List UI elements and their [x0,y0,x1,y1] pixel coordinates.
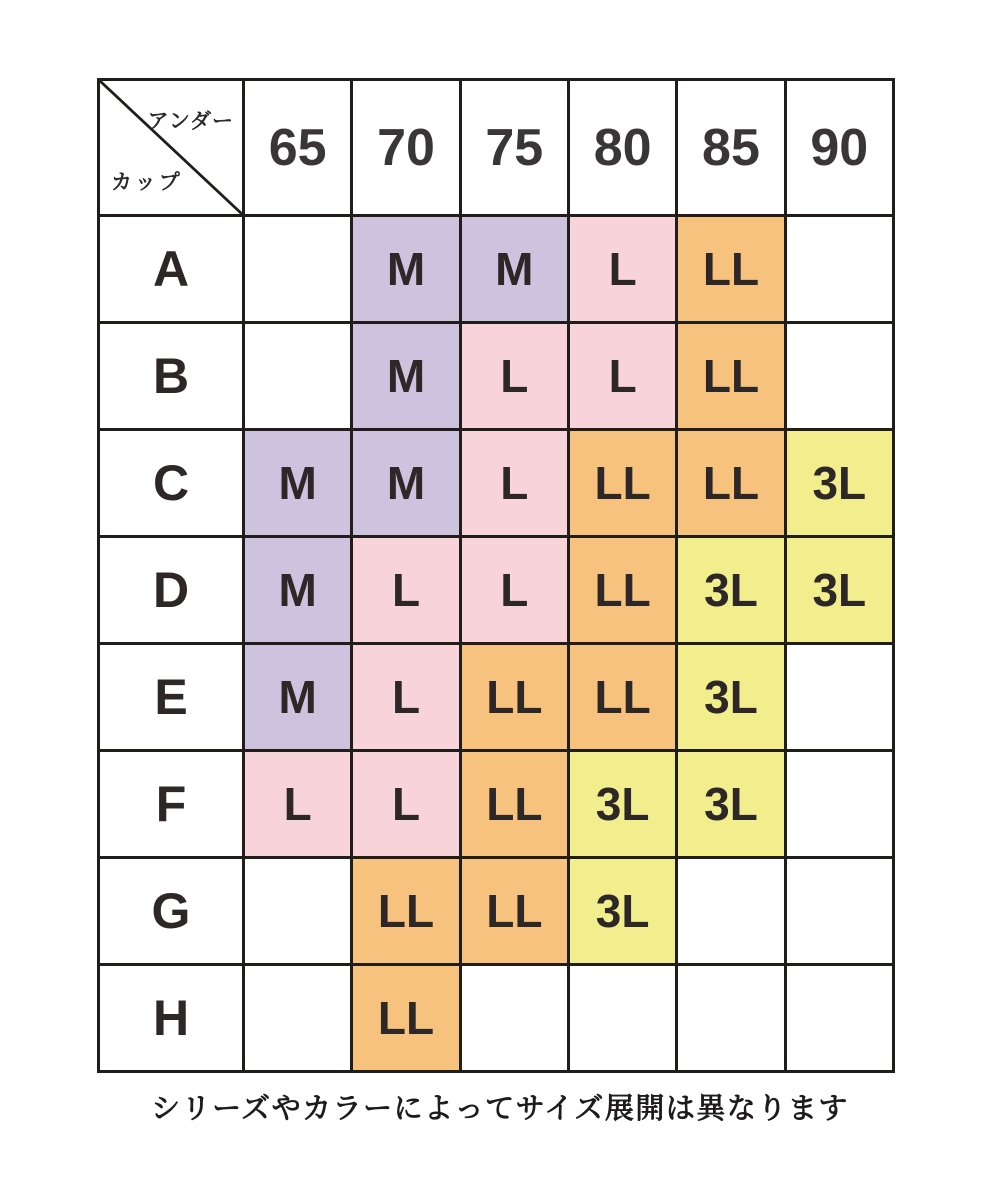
cell-G-70-LL: LL [352,858,460,965]
cell-B-90-empty [785,323,893,430]
cell-C-75-L: L [460,430,568,537]
cell-G-90-empty [785,858,893,965]
cell-G-80-3L: 3L [568,858,676,965]
cell-A-80-L: L [568,216,676,323]
cell-F-80-3L: 3L [568,751,676,858]
row-cup-G [99,858,894,965]
cell-E-85-3L: 3L [677,644,785,751]
row-cup-B [99,323,894,430]
cell-C-80-LL: LL [568,430,676,537]
column-header-70: 70 [352,80,460,216]
cell-H-70-LL: LL [352,965,460,1072]
cell-F-65-L: L [244,751,352,858]
row-cup-A [99,216,894,323]
row-cup-C [99,430,894,537]
column-header-85: 85 [677,80,785,216]
row-cup-F [99,751,894,858]
row-header-D: D [99,537,244,644]
cell-B-85-LL: LL [677,323,785,430]
row-cup-E [99,644,894,751]
cell-H-65-empty [244,965,352,1072]
cell-D-70-L: L [352,537,460,644]
cell-D-65-M: M [244,537,352,644]
cell-D-85-3L: 3L [677,537,785,644]
column-header-75: 75 [460,80,568,216]
cell-F-75-LL: LL [460,751,568,858]
cell-F-70-L: L [352,751,460,858]
corner-header-cell [99,80,244,216]
column-header-65: 65 [244,80,352,216]
row-header-E: E [99,644,244,751]
row-header-B: B [99,323,244,430]
row-header-F: F [99,751,244,858]
row-header-A: A [99,216,244,323]
table-header [99,80,894,216]
cell-E-80-LL: LL [568,644,676,751]
row-header-H: H [99,965,244,1072]
cell-A-65-empty [244,216,352,323]
column-header-80: 80 [568,80,676,216]
size-chart-table [97,78,895,1073]
footer-note: シリーズやカラーによってサイズ展開は異なります [151,1093,849,1125]
cell-F-85-3L: 3L [677,751,785,858]
column-header-90: 90 [785,80,893,216]
table-body [99,216,894,1072]
cell-E-90-empty [785,644,893,751]
cell-G-85-empty [677,858,785,965]
row-header-G: G [99,858,244,965]
cell-D-80-LL: LL [568,537,676,644]
cell-E-65-M: M [244,644,352,751]
cell-C-65-M: M [244,430,352,537]
cell-E-75-LL: LL [460,644,568,751]
cup-axis-label: カップ [111,171,183,194]
cell-F-90-empty [785,751,893,858]
cell-H-75-empty [460,965,568,1072]
cell-A-85-LL: LL [677,216,785,323]
cell-A-90-empty [785,216,893,323]
cell-H-85-empty [677,965,785,1072]
underband-axis-label: アンダー [147,110,234,133]
row-cup-H [99,965,894,1072]
cell-H-90-empty [785,965,893,1072]
cell-H-80-empty [568,965,676,1072]
cell-G-75-LL: LL [460,858,568,965]
row-cup-D [99,537,894,644]
cell-C-90-3L: 3L [785,430,893,537]
cell-G-65-empty [244,858,352,965]
row-header-C: C [99,430,244,537]
cell-C-70-M: M [352,430,460,537]
cell-D-90-3L: 3L [785,537,893,644]
cell-C-85-LL: LL [677,430,785,537]
cell-B-65-empty [244,323,352,430]
cell-B-75-L: L [460,323,568,430]
cell-A-75-M: M [460,216,568,323]
cell-B-70-M: M [352,323,460,430]
cell-A-70-M: M [352,216,460,323]
cell-B-80-L: L [568,323,676,430]
header-row [99,80,894,216]
cell-E-70-L: L [352,644,460,751]
cell-D-75-L: L [460,537,568,644]
